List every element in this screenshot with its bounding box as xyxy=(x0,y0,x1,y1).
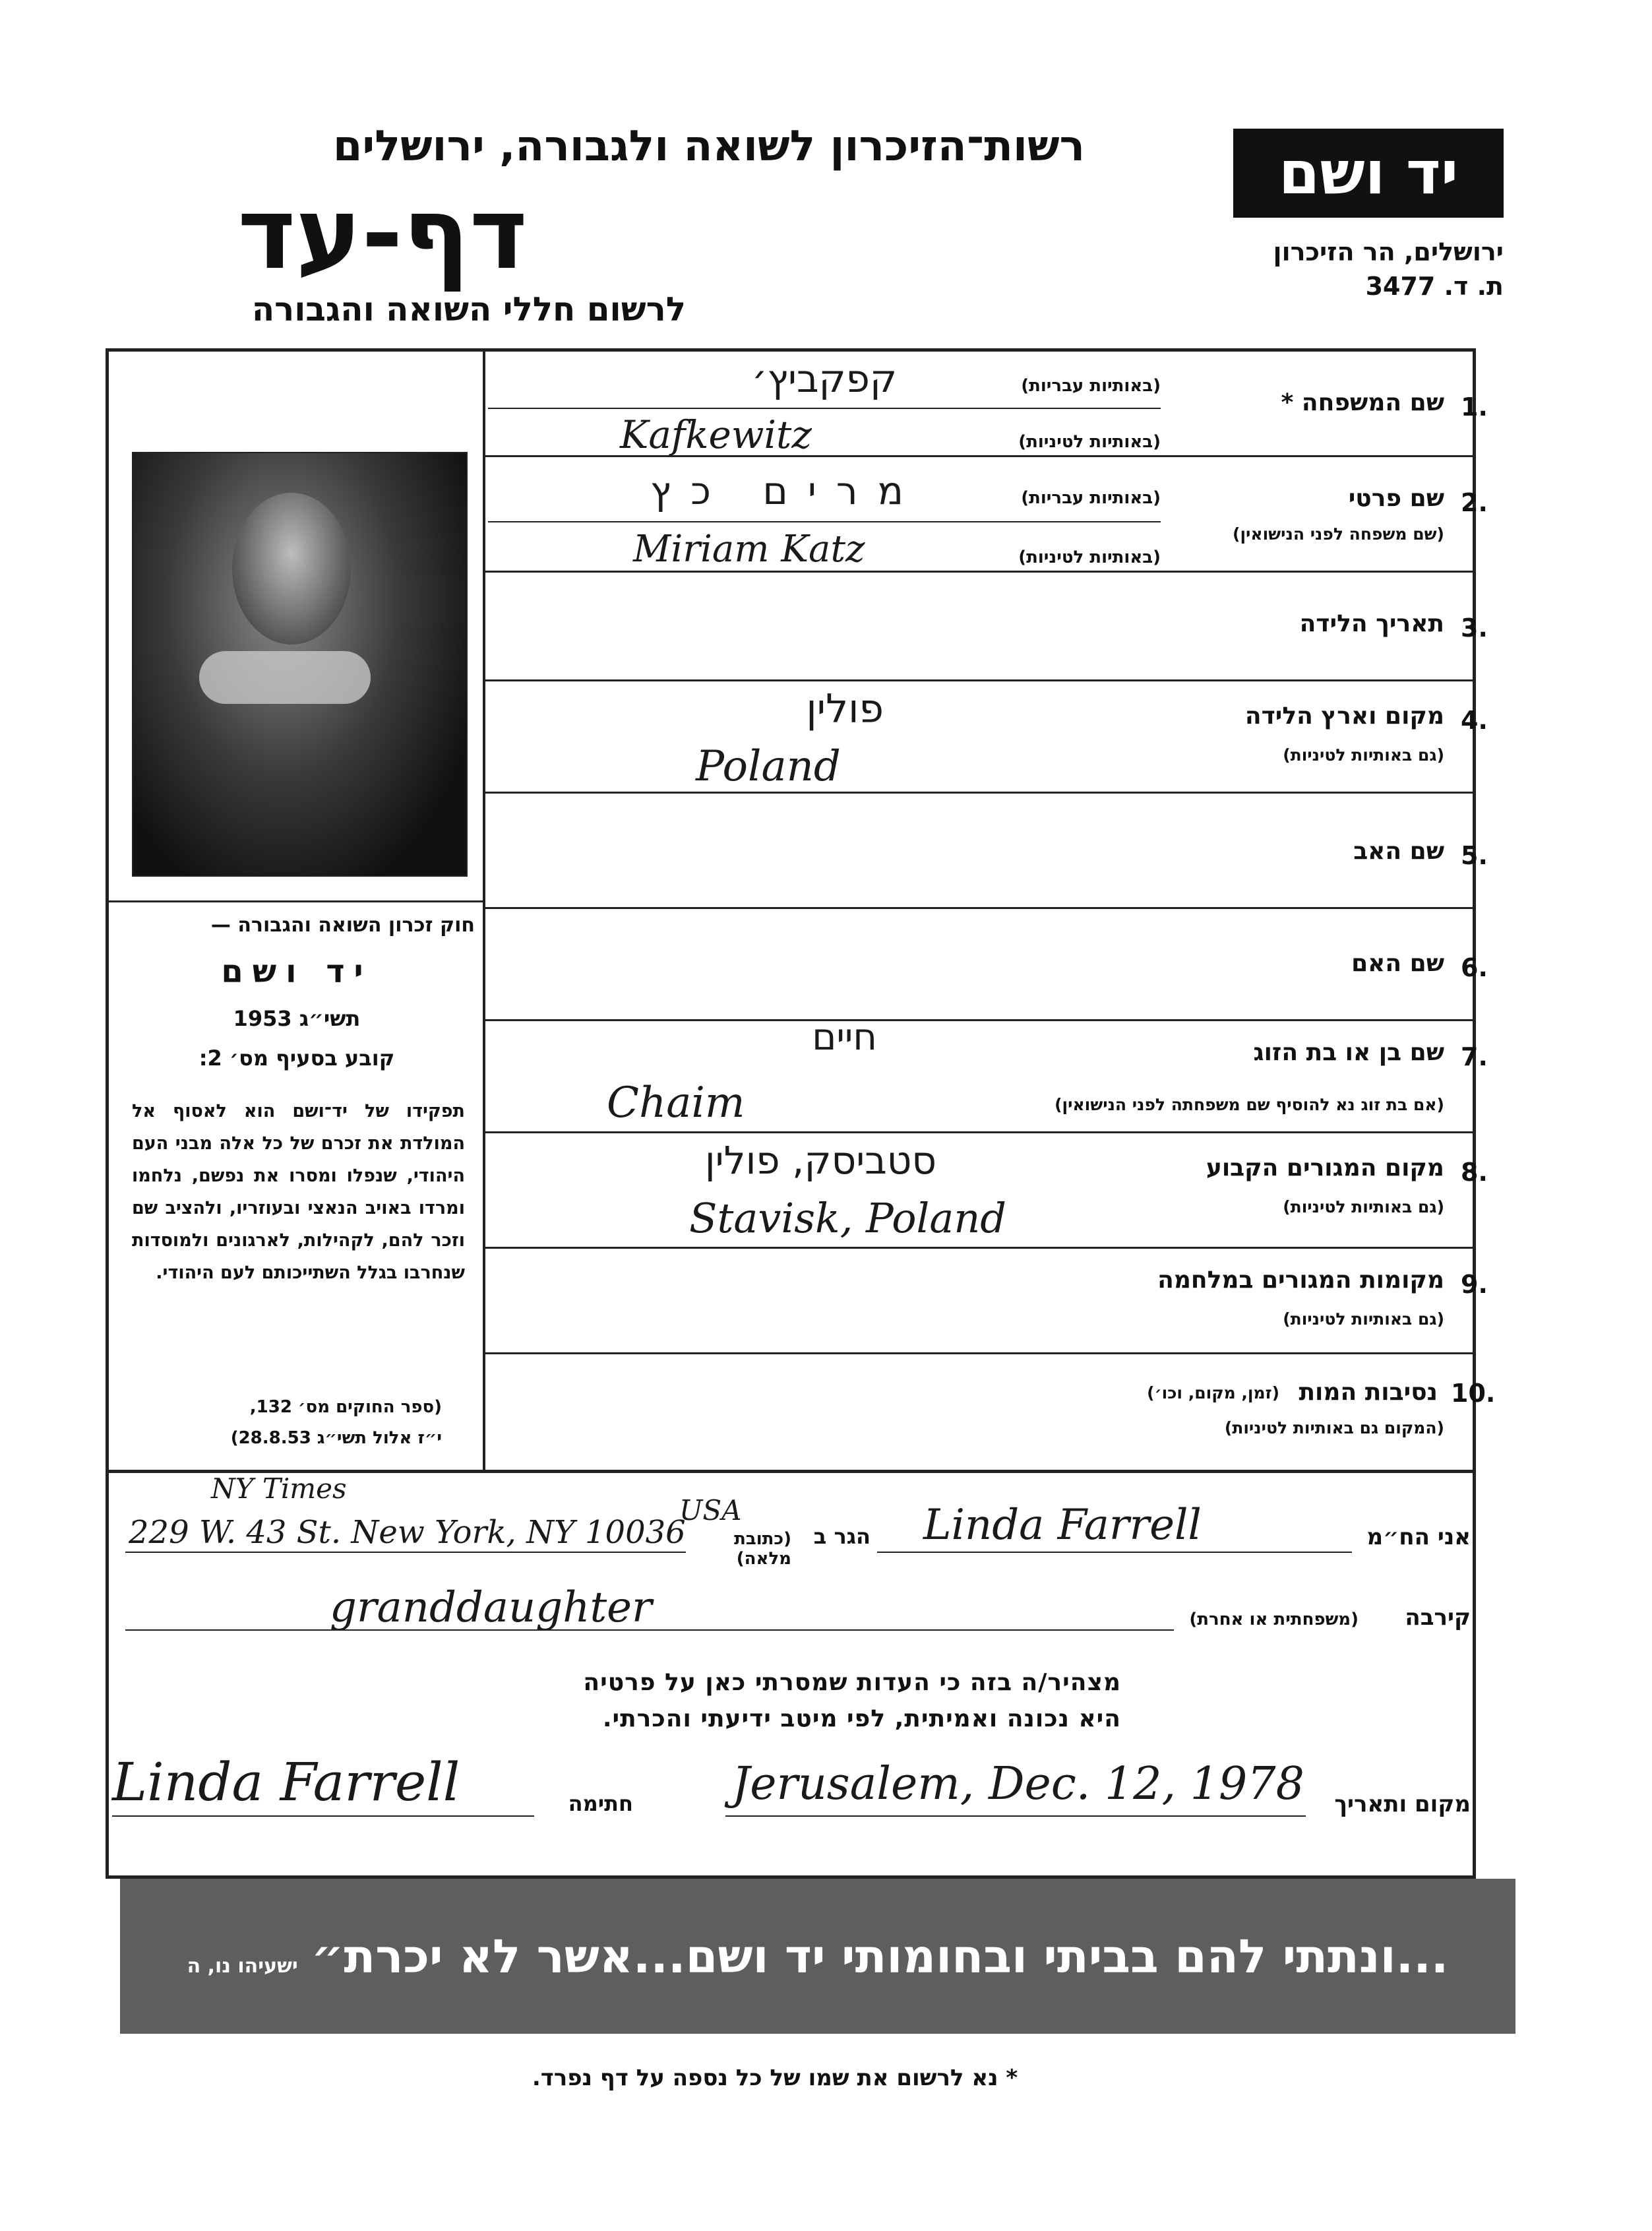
photo-divider xyxy=(107,900,483,902)
row-separator xyxy=(484,1019,1473,1021)
address-line-2[interactable]: 229 W. 43 St. New York, NY 10036 xyxy=(129,1514,686,1551)
law-reference: (ספר החוקים מס׳ 132, xyxy=(249,1397,442,1417)
logo-text: יד ושם xyxy=(1278,139,1459,208)
authority-title: רשות־הזיכרון לשואה ולגבורה, ירושלים xyxy=(332,122,1085,171)
field-7-sublabel: (אם בת זוג נא להוסיף שם משפחתה לפני הנישואין) xyxy=(1055,1095,1444,1114)
address-hint: (כתובת מלאה) xyxy=(734,1529,791,1569)
field-2-hint-hebrew: (באותיות עבריות) xyxy=(1021,488,1161,508)
field-1-hint-latin: (באותיות לטיניות) xyxy=(1018,432,1161,452)
field-writing-line xyxy=(488,521,1161,522)
statement-line-2: היא נכונה ואמיתית, לפי מיטב ידיעתי והכרתי. xyxy=(602,1705,1121,1732)
yad-vashem-logo xyxy=(1233,129,1504,218)
field-2-number: 2. xyxy=(1461,488,1488,517)
field-8-label: מקום המגורים הקבוע xyxy=(1206,1154,1444,1181)
field-1-value-hebrew[interactable]: קפקביץ׳ xyxy=(751,356,897,401)
relation-value[interactable]: granddaughter xyxy=(330,1583,652,1632)
row-separator xyxy=(484,571,1473,573)
field-5-number: 5. xyxy=(1461,841,1488,870)
field-writing-line xyxy=(488,408,1161,409)
law-text: תפקידו של יד־ושם הוא לאסוף אל המולדת את זכרם של כל אלה מבני העם היהודי, שנפלו ומסרו את נפשם, נלחמו ומרדו באויב הנאצי ובעוזריו, ולהציב שם וזכר להם, לקהילות, לארגונים ולמוסדות שנחרבו בגלל השתייכותם לעם היהודי. xyxy=(132,1101,465,1283)
footnote: * נא לרשום את שמו של כל נספה על דף נפרד. xyxy=(532,2065,1018,2091)
relation-underline xyxy=(125,1629,1174,1631)
name-underline xyxy=(877,1552,1352,1553)
field-2-sublabel: (שם משפחה לפני הנישואין) xyxy=(1233,524,1444,544)
signature[interactable]: Linda Farrell xyxy=(112,1751,460,1813)
field-1-hint-hebrew: (באותיות עבריות) xyxy=(1021,376,1161,396)
field-9-label: מקומות המגורים במלחמה xyxy=(1157,1267,1444,1294)
law-date: י״ז אלול תשי״ג 28.8.53) xyxy=(230,1428,442,1448)
field-8-value-latin[interactable]: Stavisk, Poland xyxy=(689,1194,1006,1242)
field-2-value-latin[interactable]: Miriam Katz xyxy=(633,528,865,571)
field-5-label: שם האב xyxy=(1353,838,1444,865)
field-10-label-paren: (זמן, מקום, וכו׳) xyxy=(1147,1383,1279,1402)
field-7-value-hebrew[interactable]: חיים xyxy=(812,1016,877,1059)
residing-label: הגר ב xyxy=(813,1524,871,1549)
field-1-value-latin[interactable]: Kafkewitz xyxy=(620,412,812,457)
field-4-number: 4. xyxy=(1461,706,1488,735)
field-4-sublabel: (גם באותיות לטיניות) xyxy=(1283,745,1444,765)
field-10-sublabel: (המקום גם באותיות לטיניות) xyxy=(1224,1418,1444,1437)
address-country[interactable]: USA xyxy=(679,1494,742,1526)
field-7-value-latin[interactable]: Chaim xyxy=(607,1079,745,1127)
victim-photo xyxy=(132,452,468,877)
field-7-label: שם בן או בת הזוג xyxy=(1253,1039,1444,1066)
form-title: דף-עד xyxy=(237,177,528,292)
row-separator xyxy=(484,1352,1473,1354)
law-section: קובע בסעיף מס׳ 2: xyxy=(199,1046,395,1071)
field-2-hint-latin: (באותיות לטיניות) xyxy=(1018,548,1161,567)
row-separator xyxy=(484,1131,1473,1133)
relation-label: קירבה xyxy=(1405,1604,1471,1631)
row-separator xyxy=(484,907,1473,909)
field-4-value-latin[interactable]: Poland xyxy=(696,742,841,791)
field-1-label: שם המשפחה * xyxy=(1281,389,1444,416)
field-3-number: 3. xyxy=(1461,613,1488,643)
field-8-value-hebrew[interactable]: סטביסק, פולין xyxy=(704,1138,936,1183)
law-name: יד ושם xyxy=(221,953,373,990)
place-date-value[interactable]: Jerusalem, Dec. 12, 1978 xyxy=(732,1758,1304,1810)
field-7-number: 7. xyxy=(1461,1042,1488,1071)
address-line-1[interactable]: NY Times xyxy=(211,1472,347,1505)
field-4-label: מקום וארץ הלידה xyxy=(1244,703,1444,730)
row-separator xyxy=(484,1247,1473,1249)
field-4-value-hebrew[interactable]: פולין xyxy=(806,686,884,732)
photo-collar xyxy=(199,651,371,704)
verse-banner xyxy=(120,1879,1515,2034)
signature-underline xyxy=(112,1815,534,1817)
field-6-number: 6. xyxy=(1461,953,1488,982)
row-separator xyxy=(484,792,1473,794)
verse-source: ישעיהו נו, ה xyxy=(187,1954,298,1978)
field-9-sublabel: (גם באותיות לטיניות) xyxy=(1283,1309,1444,1329)
logo-address: ירושלים, הר הזיכרון xyxy=(1273,237,1504,267)
field-3-label: תאריך הלידה xyxy=(1299,610,1444,637)
photo-face xyxy=(232,493,351,644)
place-date-underline xyxy=(725,1815,1306,1817)
signature-label: חתימה xyxy=(568,1791,633,1816)
field-2-value-hebrew[interactable]: מרים כץ xyxy=(650,468,923,513)
form-subtitle: לרשום חללי השואה והגבורה xyxy=(251,290,686,329)
declarant-name[interactable]: Linda Farrell xyxy=(923,1501,1202,1550)
field-8-sublabel: (גם באותיות לטיניות) xyxy=(1283,1197,1444,1216)
verse-banner-content xyxy=(187,1930,1449,1984)
field-8-number: 8. xyxy=(1461,1158,1488,1187)
row-separator xyxy=(484,679,1473,681)
address-underline xyxy=(125,1552,686,1553)
i-the-undersigned-label: אני הח״מ xyxy=(1366,1524,1471,1550)
law-year: תשי״ג 1953 xyxy=(233,1006,361,1031)
field-1-number: 1. xyxy=(1461,393,1488,422)
relation-hint: (משפחתית או אחרת) xyxy=(1189,1610,1359,1629)
field-2-label: שם פרטי xyxy=(1348,485,1444,512)
verse-text: ...ונתתי להם בביתי ובחומותי יד ושם...אשר לא יכרת״ xyxy=(311,1929,1449,1984)
field-6-label: שם האם xyxy=(1351,950,1444,977)
panel-divider xyxy=(483,350,485,1471)
statement-line-1: מצהיר/ה בזה כי העדות שמסרתי כאן על פרטיה xyxy=(583,1669,1121,1696)
field-10-label: נסיבות המות xyxy=(1299,1379,1438,1406)
field-10-number: 10. xyxy=(1451,1379,1496,1408)
po-box: ת. ד. 3477 xyxy=(1365,272,1504,301)
law-title: חוק זכרון השואה והגבורה — xyxy=(210,914,475,937)
field-9-number: 9. xyxy=(1461,1270,1488,1299)
place-date-label: מקום ותאריך xyxy=(1334,1791,1471,1817)
